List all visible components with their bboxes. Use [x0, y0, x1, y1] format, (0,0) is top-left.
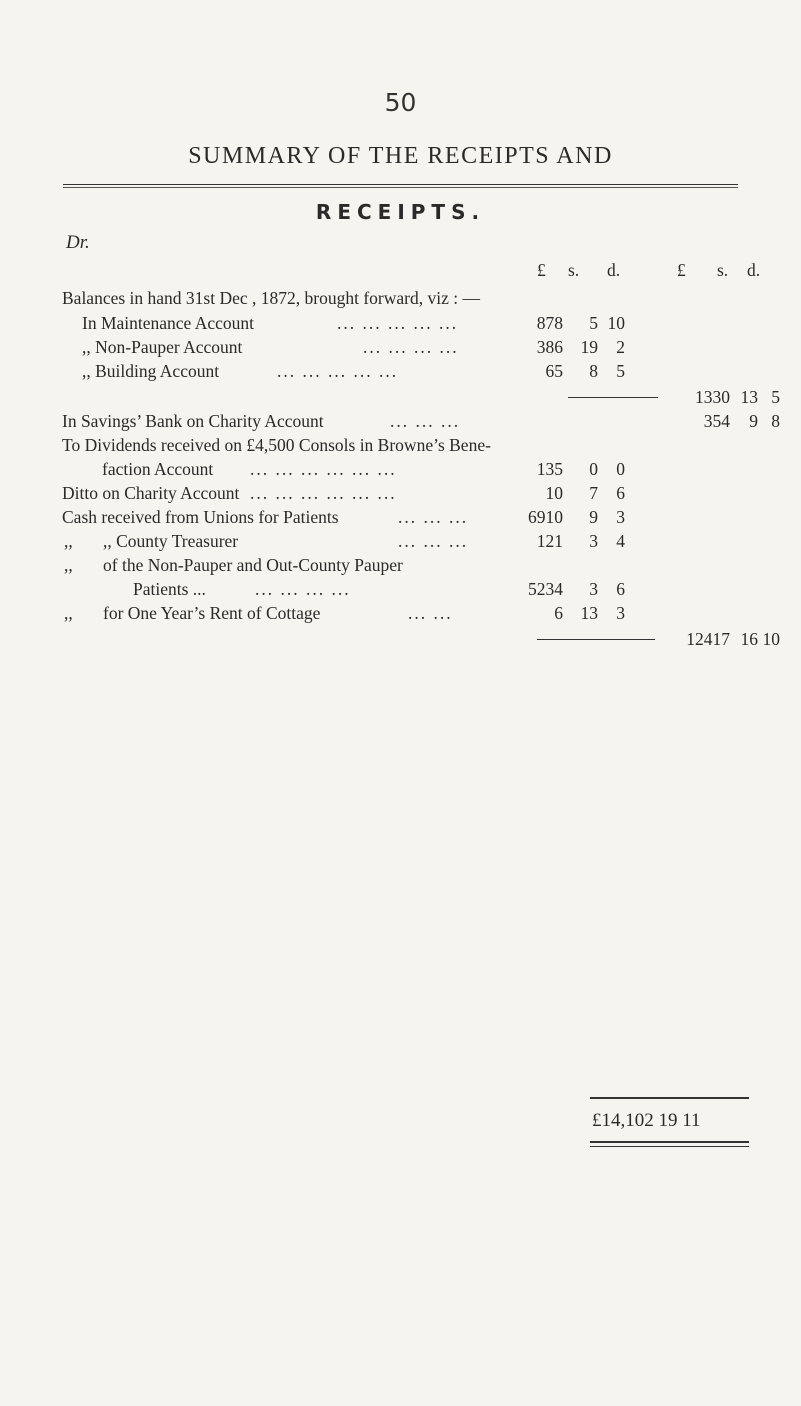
receipts-total-pence: 10 — [762, 629, 780, 649]
leader-dots: ... ... ... ... ... — [277, 361, 399, 381]
ditto-pounds: 10 — [545, 483, 563, 503]
col2-pounds-header: £ — [677, 260, 686, 280]
savings-pounds: 354 — [703, 411, 730, 431]
ditto-shillings: 7 — [589, 483, 598, 503]
non-pauper-shillings: 19 — [580, 337, 598, 357]
cottage-rent-pence: 3 — [616, 603, 625, 623]
non-pauper-pence: 2 — [616, 337, 625, 357]
maintenance-pounds: 878 — [536, 313, 563, 333]
leader-dots: ... ... ... — [398, 507, 469, 527]
leader-dots: ... ... ... — [390, 411, 461, 431]
page-heading: SUMMARY OF THE RECEIPTS AND — [188, 143, 613, 169]
col1-pounds-header: £ — [537, 260, 546, 280]
dividends-shillings: 0 — [589, 459, 598, 479]
ditto-mark: ,, — [64, 555, 73, 575]
balances-subtotal-pounds: 1330 — [695, 387, 730, 407]
leader-dots: ... ... ... — [398, 531, 469, 551]
maintenance-shillings: 5 — [589, 313, 598, 333]
non-pauper-account-label: ,, Non-Pauper Account — [82, 337, 243, 357]
col2-shillings-header: s. — [717, 260, 729, 280]
grand-total-double-rule-lower — [590, 1146, 749, 1147]
receipts-subtotal-rule — [537, 639, 655, 640]
county-treasurer-label: ,, County Treasurer — [103, 531, 239, 551]
balances-intro: Balances in hand 31st Dec , 1872, brought forward, viz : — — [62, 288, 480, 308]
leader-dots: ... ... — [408, 603, 453, 623]
dividends-label: To Dividends received on £4,500 Consols in Browne’s Bene- — [62, 435, 491, 455]
heading-rule-thin — [63, 187, 738, 188]
balances-subtotal-pence: 5 — [771, 387, 780, 407]
ditto-mark: ,, — [64, 603, 73, 623]
receipts-total-pounds: 12417 — [686, 629, 730, 649]
county-pence: 4 — [616, 531, 625, 551]
subtotal-rule — [568, 397, 658, 398]
balances-subtotal-shillings: 13 — [740, 387, 758, 407]
non-pauper-patients-pence: 6 — [616, 579, 625, 599]
receipts-total-shillings: 16 — [740, 629, 758, 649]
grand-total-double-rule — [590, 1141, 749, 1143]
cottage-rent-label: for One Year’s Rent of Cottage — [103, 603, 321, 623]
savings-label: In Savings’ Bank on Charity Account — [62, 411, 324, 431]
non-pauper-patients-shillings: 3 — [589, 579, 598, 599]
grand-total-top-rule — [590, 1097, 749, 1099]
building-pounds: 65 — [545, 361, 563, 381]
cash-unions-label: Cash received from Unions for Patients — [62, 507, 339, 527]
dividends-pounds: 135 — [536, 459, 563, 479]
col1-shillings-header: s. — [568, 260, 580, 280]
debit-label: Dr. — [66, 232, 90, 253]
section-title: RECEIPTS. — [315, 200, 486, 224]
maintenance-pence: 10 — [607, 313, 625, 333]
col2-pence-header: d. — [747, 260, 761, 280]
savings-pence: 8 — [771, 411, 780, 431]
non-pauper-patients-pounds: 5234 — [528, 579, 563, 599]
cash-shillings: 9 — [589, 507, 598, 527]
page-number: 50 — [384, 88, 417, 117]
leader-dots: ... ... ... ... ... — [337, 313, 459, 333]
cash-pence: 3 — [616, 507, 625, 527]
savings-shillings: 9 — [749, 411, 758, 431]
ditto-pence: 6 — [616, 483, 625, 503]
col1-pence-header: d. — [607, 260, 621, 280]
non-pauper-pounds: 386 — [536, 337, 563, 357]
grand-total: £14,102 19 11 — [592, 1110, 701, 1131]
county-pounds: 121 — [536, 531, 563, 551]
ditto-charity-label: Ditto on Charity Account — [62, 483, 240, 503]
dividends-label-cont: faction Account — [102, 459, 214, 479]
leader-dots: ... ... ... ... — [363, 337, 459, 357]
cash-pounds: 6910 — [528, 507, 563, 527]
county-shillings: 3 — [589, 531, 598, 551]
maintenance-account-label: In Maintenance Account — [82, 313, 255, 333]
heading-rule — [63, 184, 738, 185]
non-pauper-patients-label: of the Non-Pauper and Out-County Pauper — [103, 555, 403, 575]
building-account-label: ,, Building Account — [82, 361, 220, 381]
building-pence: 5 — [616, 361, 625, 381]
ditto-mark: ,, — [64, 531, 73, 551]
non-pauper-patients-label-cont: Patients ... — [133, 579, 206, 599]
leader-dots: ... ... ... ... ... ... — [250, 483, 397, 503]
building-shillings: 8 — [589, 361, 598, 381]
leader-dots: ... ... ... ... — [255, 579, 351, 599]
cottage-rent-shillings: 13 — [580, 603, 598, 623]
dividends-pence: 0 — [616, 459, 625, 479]
leader-dots: ... ... ... ... ... ... — [250, 459, 397, 479]
cottage-rent-pounds: 6 — [554, 603, 563, 623]
